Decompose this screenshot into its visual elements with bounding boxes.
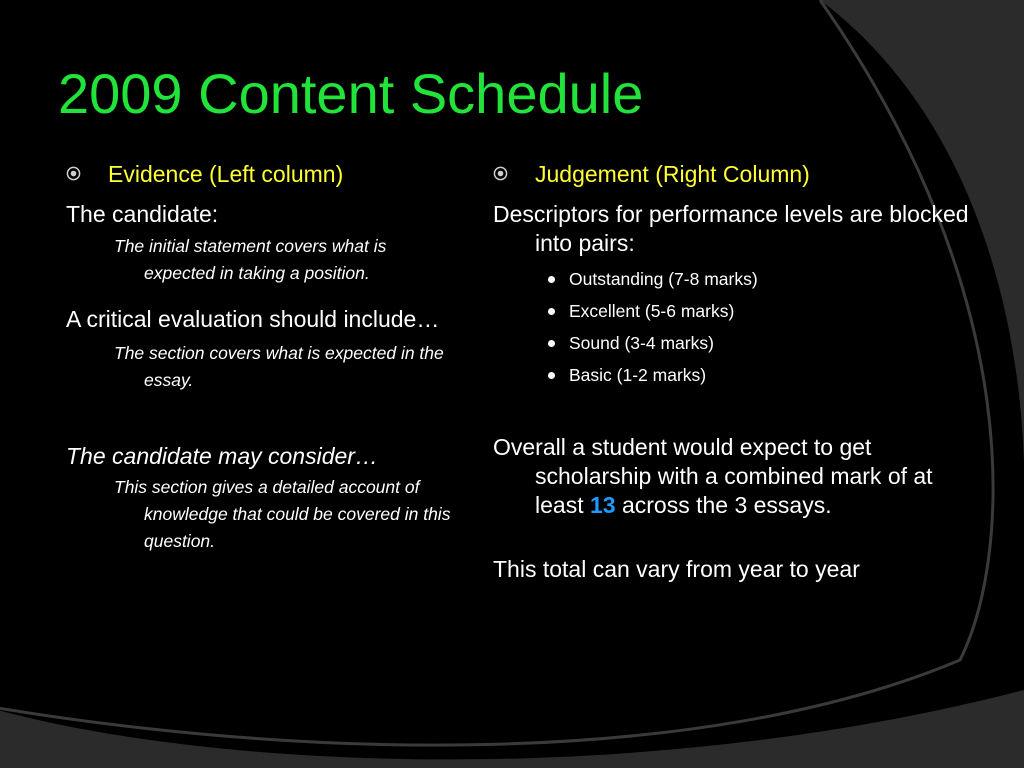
list-item: Basic (1-2 marks) [493, 359, 973, 391]
right-paragraph-total-varies: This total can vary from year to year [493, 556, 860, 582]
right-paragraph-scholarship: Overall a student would expect to get scholarship with a combined mark of at least 13 across the 3 essays. [493, 434, 933, 518]
left-paragraph-may-consider: The candidate may consider… [66, 443, 378, 469]
circled-dot-icon [493, 166, 508, 181]
slide-title: 2009 Content Schedule [58, 62, 644, 125]
bullet-dot-icon [548, 372, 555, 379]
bullet-dot-icon [548, 340, 555, 347]
right-column [493, 160, 973, 584]
right-heading-text: Judgement (Right Column) [535, 161, 810, 187]
left-note-detailed-account: This section gives a detailed account of knowledge that could be covered in this question. [114, 477, 451, 551]
list-item: Sound (3-4 marks) [493, 327, 973, 359]
list-item: Excellent (5-6 marks) [493, 295, 973, 327]
bullet-dot-icon [548, 308, 555, 315]
left-note-initial-statement: The initial statement covers what is expected in taking a position. [114, 236, 387, 283]
scholarship-mark-highlight: 13 [589, 492, 616, 518]
left-note-section-covers: The section covers what is expected in the essay. [114, 343, 444, 390]
left-paragraph-critical-evaluation: A critical evaluation should include… [66, 306, 440, 332]
left-column-heading [66, 160, 456, 188]
circled-dot-icon [66, 166, 81, 181]
left-paragraph-candidate: The candidate: [66, 201, 219, 227]
left-column [66, 160, 456, 555]
left-heading-text: Evidence (Left column) [108, 161, 344, 187]
list-item: Outstanding (7-8 marks) [493, 263, 973, 295]
right-column-heading [493, 160, 973, 188]
right-paragraph-descriptors: Descriptors for performance levels are blocked into pairs: [493, 201, 969, 256]
performance-levels-list [493, 263, 973, 391]
bullet-dot-icon [548, 276, 555, 283]
